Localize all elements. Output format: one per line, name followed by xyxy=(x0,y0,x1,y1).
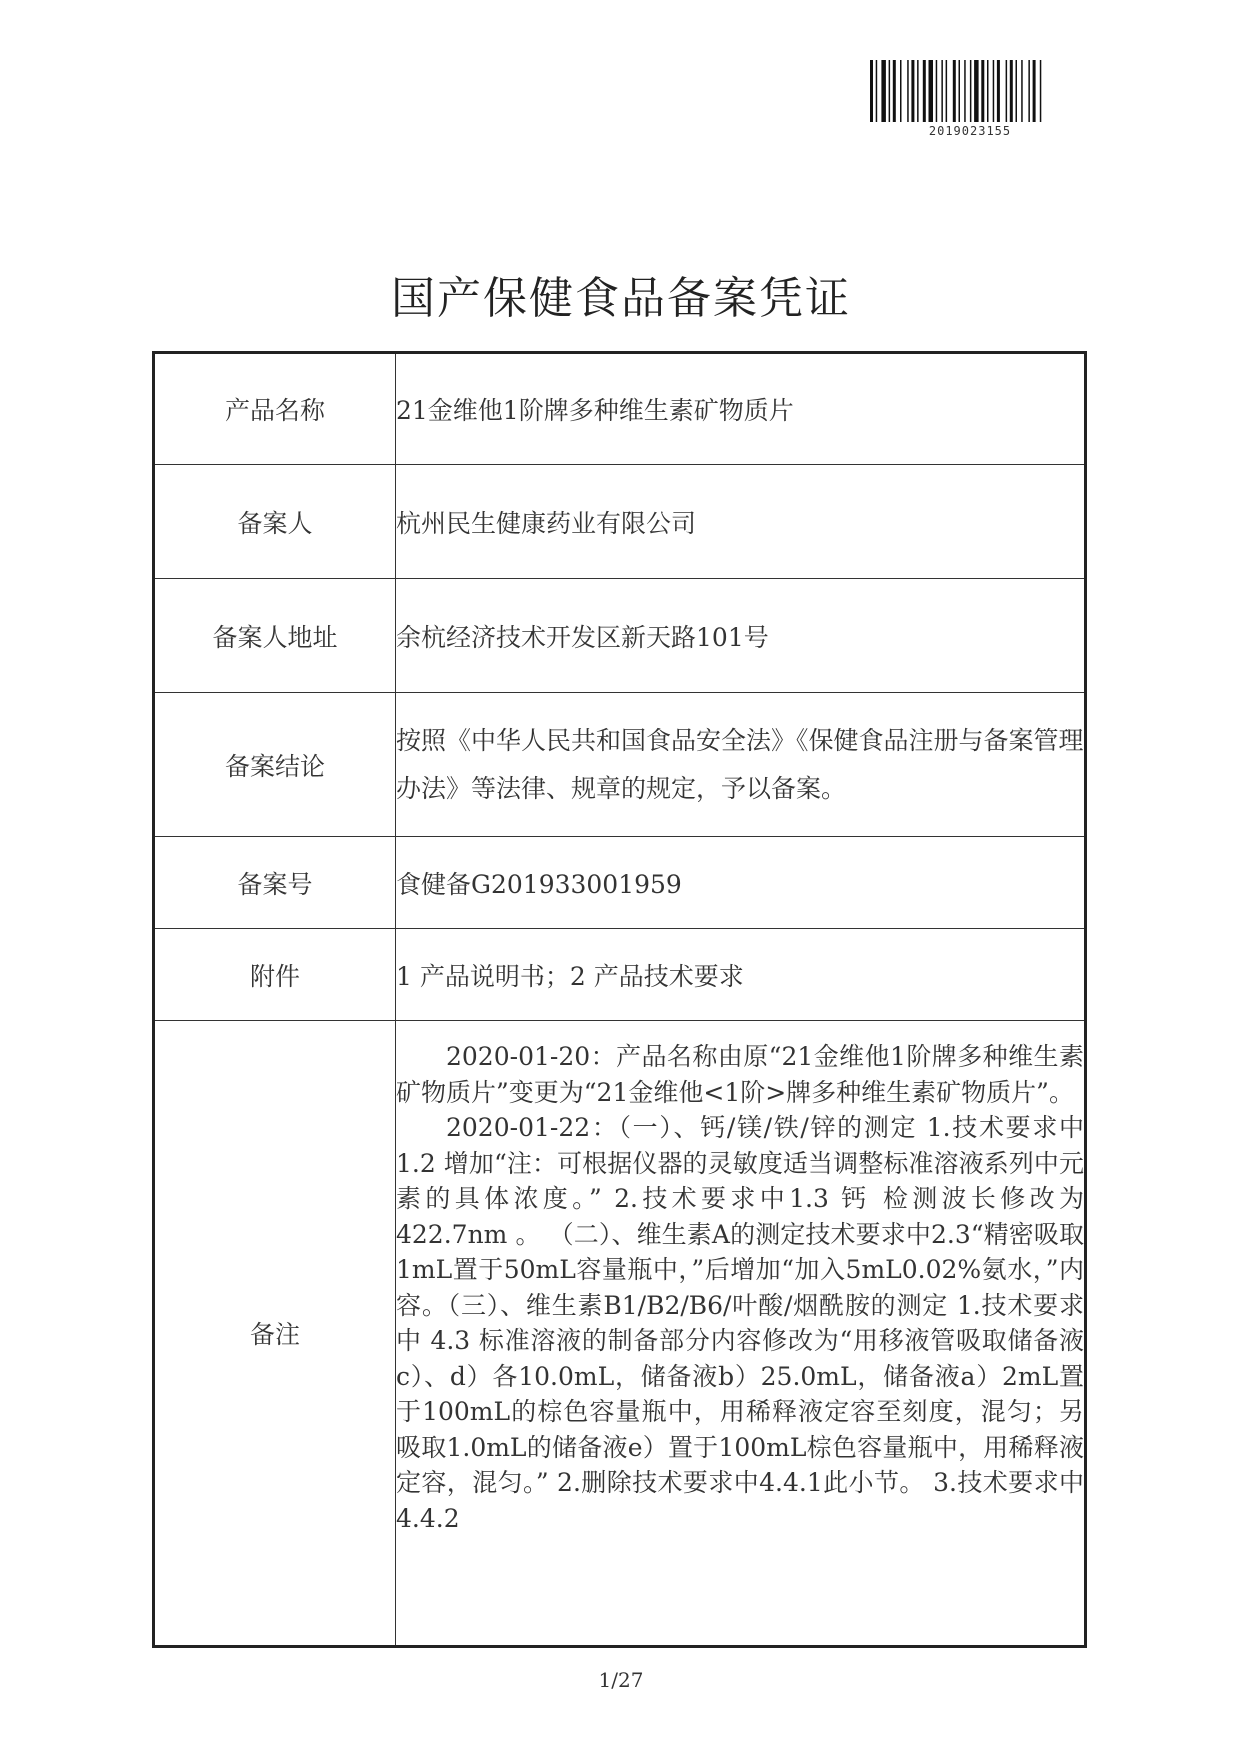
barcode-bar xyxy=(987,60,989,122)
table-row xyxy=(154,579,1086,693)
product-name-value: 21金维他1阶牌多种维生素矿物质片 xyxy=(396,353,1086,465)
table-row xyxy=(154,1021,1086,1647)
filer-label: 备案人 xyxy=(154,465,396,579)
barcode-bar xyxy=(881,60,886,122)
barcode-graphic xyxy=(870,60,1070,122)
table-row xyxy=(154,465,1086,579)
barcode-bar xyxy=(893,60,896,122)
remarks-label: 备注 xyxy=(154,1021,396,1647)
product-name-label: 产品名称 xyxy=(154,353,396,465)
barcode-bar xyxy=(941,60,943,122)
table-row xyxy=(154,837,1086,929)
table-row xyxy=(154,929,1086,1021)
filer-address-value: 余杭经济技术开发区新天路101号 xyxy=(396,579,1086,693)
barcode-bar xyxy=(981,60,984,122)
barcode-bar xyxy=(900,60,902,122)
barcode-bar xyxy=(953,60,956,122)
attachment-label: 附件 xyxy=(154,929,396,1021)
barcode-bar xyxy=(870,60,873,122)
record-table xyxy=(152,351,1087,1648)
barcode-bar xyxy=(889,60,891,122)
barcode-bar xyxy=(917,60,919,122)
barcode xyxy=(870,60,1070,122)
remarks-value xyxy=(396,1021,1086,1647)
conclusion-value: 按照《中华人民共和国食品安全法》《保健食品注册与备案管理办法》等法律、规章的规定，予以备案。 xyxy=(396,693,1086,837)
filer-value: 杭州民生健康药业有限公司 xyxy=(396,465,1086,579)
document-title: 国产保健食品备案凭证 xyxy=(391,273,851,324)
barcode-bar xyxy=(911,60,914,122)
record-number-value: 食健备G201933001959 xyxy=(396,837,1086,929)
barcode-bar xyxy=(923,60,926,122)
barcode-bar xyxy=(993,60,995,122)
barcode-bar xyxy=(964,60,966,122)
barcode-bar xyxy=(929,60,934,122)
barcode-bar xyxy=(1010,60,1013,122)
barcode-bar xyxy=(876,60,878,122)
barcode-bar xyxy=(1016,60,1018,122)
barcode-bar xyxy=(946,60,948,122)
barcode-bar xyxy=(907,60,909,122)
table-row xyxy=(154,353,1086,465)
barcode-bar xyxy=(1021,60,1023,122)
barcode-bar xyxy=(936,60,938,122)
filer-address-label: 备案人地址 xyxy=(154,579,396,693)
table-row xyxy=(154,693,1086,837)
barcode-bar xyxy=(974,60,979,122)
barcode-bar xyxy=(970,60,972,122)
barcode-bar xyxy=(997,60,1000,122)
barcode-bar xyxy=(1028,60,1030,122)
barcode-bar xyxy=(1033,60,1036,122)
barcode-bar xyxy=(1040,60,1042,122)
remark-paragraph: 2020-01-22：（一）、钙/镁/铁/锌的测定 1.技术要求中 1.2 增加“注：可根据仪器的灵敏度适当调整标准溶液系列中元素的具体浓度。” 2.技术要求中1.3 钙 检测波长修改为422.7nm 。 （二）、维生素A的测定技术要求中2.3“精密吸取1mL置于50mL容量瓶中，”后增加“加入5mL0.02%氨水，”内容。（三）、维生素B1/B2/B6/叶酸/烟酰胺的测定 1.技术要求中 4.3 标准溶液的制备部分内容修改为“用移液管吸取储备液c）、d）各10.0mL，储备液b）25.0mL，储备液a）2mL置于100mL的棕色容量瓶中，用稀释液定容至刻度，混匀；另吸取1.0mL的储备液e）置于100mL棕色容量瓶中，用稀释液定容，混匀。” 2.删除技术要求中4.4.1此小节。 3.技术要求中4.4.2 xyxy=(396,1113,1084,1533)
record-number-label: 备案号 xyxy=(154,837,396,929)
conclusion-label: 备案结论 xyxy=(154,693,396,837)
remark-paragraph: 2020-01-20：产品名称由原“21金维他1阶牌多种维生素矿物质片”变更为“21金维他<1阶>牌多种维生素矿物质片”。 xyxy=(396,1042,1084,1107)
barcode-bar xyxy=(959,60,961,122)
barcode-number: 2019023155 xyxy=(928,124,1012,138)
page-number: 1/27 xyxy=(598,1668,644,1692)
attachment-value: 1 产品说明书；2 产品技术要求 xyxy=(396,929,1086,1021)
barcode-bar xyxy=(1006,60,1008,122)
